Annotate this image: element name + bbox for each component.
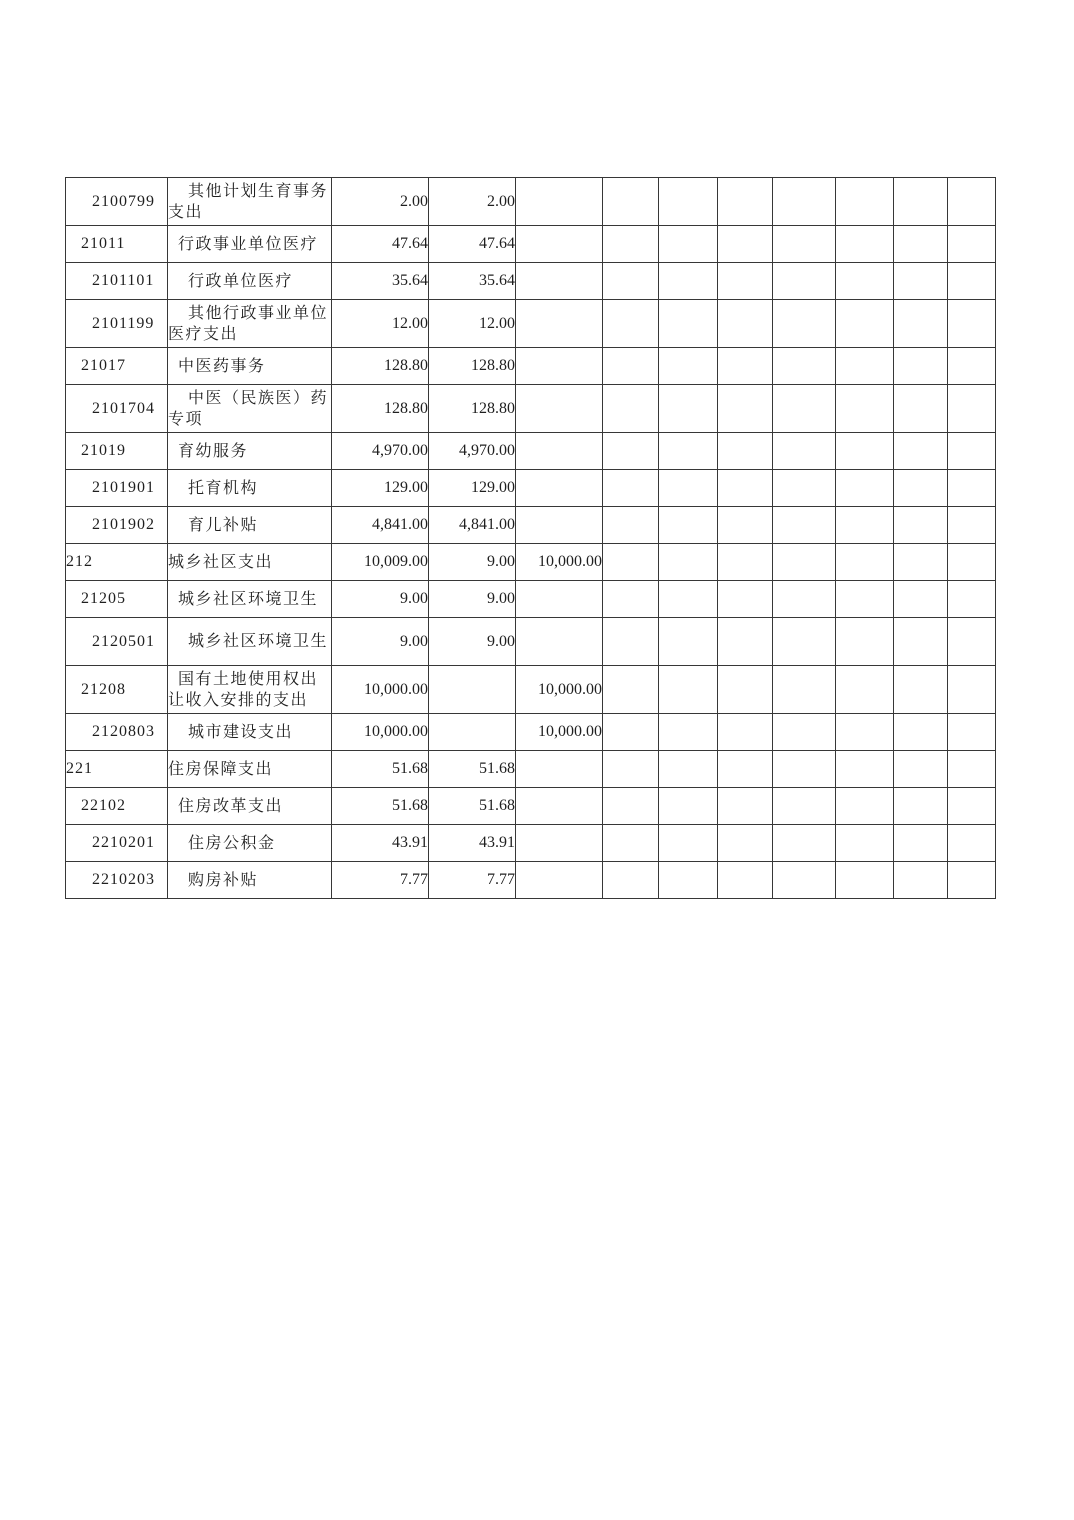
empty-cell [659, 825, 718, 862]
empty-cell [773, 263, 836, 300]
table-row [66, 788, 996, 825]
empty-cell [659, 666, 718, 714]
amount-cell: 4,841.00 [332, 507, 429, 544]
amount-cell [516, 470, 603, 507]
empty-cell [836, 433, 894, 470]
empty-cell [948, 178, 996, 226]
name-cell: 购房补贴 [168, 862, 332, 899]
amount-cell: 35.64 [429, 263, 516, 300]
amount-cell: 47.64 [332, 226, 429, 263]
code-cell: 2120803 [66, 714, 168, 751]
empty-cell [836, 825, 894, 862]
empty-cell [603, 666, 659, 714]
table-row [66, 470, 996, 507]
code-cell: 21011 [66, 226, 168, 263]
empty-cell [836, 263, 894, 300]
name-cell: 城乡社区环境卫生 [168, 618, 332, 666]
empty-cell [718, 788, 773, 825]
empty-cell [659, 581, 718, 618]
empty-cell [603, 544, 659, 581]
name-cell: 行政事业单位医疗 [168, 226, 332, 263]
empty-cell [773, 751, 836, 788]
table-row [66, 178, 996, 226]
empty-cell [773, 226, 836, 263]
empty-cell [603, 263, 659, 300]
empty-cell [836, 714, 894, 751]
amount-cell [516, 788, 603, 825]
empty-cell [773, 714, 836, 751]
empty-cell [718, 348, 773, 385]
amount-cell: 4,970.00 [429, 433, 516, 470]
amount-cell: 4,841.00 [429, 507, 516, 544]
empty-cell [948, 507, 996, 544]
amount-cell: 7.77 [429, 862, 516, 899]
amount-cell: 35.64 [332, 263, 429, 300]
empty-cell [603, 507, 659, 544]
empty-cell [773, 385, 836, 433]
empty-cell [718, 263, 773, 300]
empty-cell [773, 618, 836, 666]
table-row [66, 751, 996, 788]
empty-cell [659, 714, 718, 751]
amount-cell: 43.91 [332, 825, 429, 862]
empty-cell [603, 862, 659, 899]
code-cell: 22102 [66, 788, 168, 825]
amount-cell [516, 751, 603, 788]
empty-cell [948, 433, 996, 470]
table-row [66, 666, 996, 714]
table-row [66, 581, 996, 618]
empty-cell [603, 470, 659, 507]
empty-cell [948, 714, 996, 751]
empty-cell [603, 178, 659, 226]
empty-cell [894, 263, 948, 300]
empty-cell [773, 544, 836, 581]
code-cell: 2101902 [66, 507, 168, 544]
amount-cell: 10,000.00 [332, 714, 429, 751]
table-row [66, 544, 996, 581]
name-cell: 其他行政事业单位医疗支出 [168, 300, 332, 348]
empty-cell [894, 666, 948, 714]
code-cell: 2120501 [66, 618, 168, 666]
empty-cell [659, 751, 718, 788]
table-row [66, 263, 996, 300]
amount-cell: 129.00 [429, 470, 516, 507]
empty-cell [836, 544, 894, 581]
empty-cell [773, 581, 836, 618]
empty-cell [894, 618, 948, 666]
empty-cell [718, 226, 773, 263]
name-cell: 其他计划生育事务支出 [168, 178, 332, 226]
empty-cell [773, 862, 836, 899]
empty-cell [603, 226, 659, 263]
amount-cell [516, 263, 603, 300]
empty-cell [948, 300, 996, 348]
empty-cell [894, 507, 948, 544]
empty-cell [603, 618, 659, 666]
table-row [66, 618, 996, 666]
amount-cell [516, 433, 603, 470]
empty-cell [948, 862, 996, 899]
empty-cell [836, 751, 894, 788]
amount-cell [429, 714, 516, 751]
budget-table [65, 177, 996, 899]
name-cell: 中医药事务 [168, 348, 332, 385]
empty-cell [836, 226, 894, 263]
empty-cell [659, 433, 718, 470]
amount-cell: 128.80 [332, 348, 429, 385]
amount-cell [516, 348, 603, 385]
amount-cell: 51.68 [332, 751, 429, 788]
name-cell: 住房改革支出 [168, 788, 332, 825]
empty-cell [603, 433, 659, 470]
amount-cell: 10,000.00 [516, 544, 603, 581]
empty-cell [773, 348, 836, 385]
amount-cell: 9.00 [429, 544, 516, 581]
empty-cell [894, 581, 948, 618]
table-row [66, 714, 996, 751]
empty-cell [948, 470, 996, 507]
amount-cell: 128.80 [332, 385, 429, 433]
empty-cell [718, 714, 773, 751]
name-cell: 城市建设支出 [168, 714, 332, 751]
empty-cell [894, 300, 948, 348]
empty-cell [603, 751, 659, 788]
amount-cell: 10,000.00 [332, 666, 429, 714]
code-cell: 21208 [66, 666, 168, 714]
empty-cell [718, 666, 773, 714]
empty-cell [718, 385, 773, 433]
amount-cell: 9.00 [429, 581, 516, 618]
empty-cell [773, 788, 836, 825]
empty-cell [773, 666, 836, 714]
name-cell: 住房保障支出 [168, 751, 332, 788]
empty-cell [894, 178, 948, 226]
amount-cell: 51.68 [429, 788, 516, 825]
table-row [66, 226, 996, 263]
empty-cell [894, 862, 948, 899]
code-cell: 2101901 [66, 470, 168, 507]
empty-cell [603, 300, 659, 348]
empty-cell [894, 825, 948, 862]
name-cell: 住房公积金 [168, 825, 332, 862]
empty-cell [603, 825, 659, 862]
name-cell: 国有土地使用权出让收入安排的支出 [168, 666, 332, 714]
empty-cell [894, 751, 948, 788]
amount-cell: 128.80 [429, 385, 516, 433]
empty-cell [659, 226, 718, 263]
empty-cell [773, 470, 836, 507]
empty-cell [948, 263, 996, 300]
empty-cell [603, 385, 659, 433]
empty-cell [659, 300, 718, 348]
empty-cell [948, 788, 996, 825]
amount-cell [516, 178, 603, 226]
empty-cell [836, 385, 894, 433]
amount-cell: 51.68 [332, 788, 429, 825]
amount-cell: 4,970.00 [332, 433, 429, 470]
empty-cell [948, 544, 996, 581]
empty-cell [773, 825, 836, 862]
name-cell: 托育机构 [168, 470, 332, 507]
empty-cell [773, 507, 836, 544]
amount-cell: 10,000.00 [516, 714, 603, 751]
code-cell: 21019 [66, 433, 168, 470]
empty-cell [894, 348, 948, 385]
empty-cell [718, 581, 773, 618]
amount-cell: 12.00 [429, 300, 516, 348]
empty-cell [718, 300, 773, 348]
empty-cell [836, 618, 894, 666]
amount-cell [516, 862, 603, 899]
empty-cell [773, 300, 836, 348]
empty-cell [659, 788, 718, 825]
table-row [66, 507, 996, 544]
empty-cell [894, 226, 948, 263]
table-row [66, 348, 996, 385]
empty-cell [836, 300, 894, 348]
empty-cell [659, 470, 718, 507]
empty-cell [948, 348, 996, 385]
amount-cell [516, 226, 603, 263]
empty-cell [948, 825, 996, 862]
amount-cell [516, 385, 603, 433]
empty-cell [836, 178, 894, 226]
name-cell: 中医（民族医）药专项 [168, 385, 332, 433]
amount-cell: 129.00 [332, 470, 429, 507]
amount-cell: 10,009.00 [332, 544, 429, 581]
empty-cell [948, 618, 996, 666]
table-row [66, 433, 996, 470]
empty-cell [948, 751, 996, 788]
empty-cell [836, 507, 894, 544]
table-row [66, 385, 996, 433]
empty-cell [773, 178, 836, 226]
amount-cell [516, 618, 603, 666]
empty-cell [948, 226, 996, 263]
amount-cell: 43.91 [429, 825, 516, 862]
empty-cell [718, 862, 773, 899]
code-cell: 21205 [66, 581, 168, 618]
code-cell: 2101704 [66, 385, 168, 433]
empty-cell [894, 470, 948, 507]
empty-cell [659, 385, 718, 433]
empty-cell [718, 470, 773, 507]
code-cell: 2210203 [66, 862, 168, 899]
amount-cell: 9.00 [429, 618, 516, 666]
code-cell: 221 [66, 751, 168, 788]
empty-cell [659, 263, 718, 300]
amount-cell: 12.00 [332, 300, 429, 348]
name-cell: 城乡社区环境卫生 [168, 581, 332, 618]
amount-cell [516, 507, 603, 544]
code-cell: 212 [66, 544, 168, 581]
table-row [66, 862, 996, 899]
table-row [66, 825, 996, 862]
name-cell: 育幼服务 [168, 433, 332, 470]
empty-cell [659, 178, 718, 226]
amount-cell [429, 666, 516, 714]
table-row [66, 300, 996, 348]
empty-cell [718, 507, 773, 544]
empty-cell [836, 666, 894, 714]
amount-cell: 10,000.00 [516, 666, 603, 714]
amount-cell: 7.77 [332, 862, 429, 899]
empty-cell [718, 825, 773, 862]
amount-cell: 2.00 [332, 178, 429, 226]
code-cell: 2101101 [66, 263, 168, 300]
empty-cell [836, 862, 894, 899]
empty-cell [659, 544, 718, 581]
empty-cell [836, 581, 894, 618]
empty-cell [836, 470, 894, 507]
empty-cell [948, 666, 996, 714]
amount-cell [516, 825, 603, 862]
amount-cell: 47.64 [429, 226, 516, 263]
empty-cell [659, 507, 718, 544]
empty-cell [894, 714, 948, 751]
empty-cell [948, 581, 996, 618]
empty-cell [894, 544, 948, 581]
empty-cell [718, 178, 773, 226]
empty-cell [718, 751, 773, 788]
empty-cell [836, 348, 894, 385]
empty-cell [603, 581, 659, 618]
name-cell: 育儿补贴 [168, 507, 332, 544]
name-cell: 城乡社区支出 [168, 544, 332, 581]
amount-cell: 128.80 [429, 348, 516, 385]
empty-cell [718, 544, 773, 581]
empty-cell [836, 788, 894, 825]
empty-cell [603, 788, 659, 825]
empty-cell [894, 788, 948, 825]
amount-cell [516, 581, 603, 618]
empty-cell [659, 862, 718, 899]
code-cell: 2101199 [66, 300, 168, 348]
empty-cell [948, 385, 996, 433]
amount-cell: 9.00 [332, 581, 429, 618]
amount-cell [516, 300, 603, 348]
empty-cell [894, 433, 948, 470]
empty-cell [603, 714, 659, 751]
empty-cell [659, 348, 718, 385]
name-cell: 行政单位医疗 [168, 263, 332, 300]
amount-cell: 2.00 [429, 178, 516, 226]
empty-cell [718, 618, 773, 666]
code-cell: 2210201 [66, 825, 168, 862]
empty-cell [603, 348, 659, 385]
code-cell: 2100799 [66, 178, 168, 226]
code-cell: 21017 [66, 348, 168, 385]
amount-cell: 9.00 [332, 618, 429, 666]
empty-cell [659, 618, 718, 666]
empty-cell [894, 385, 948, 433]
amount-cell: 51.68 [429, 751, 516, 788]
empty-cell [773, 433, 836, 470]
budget-table-body [66, 178, 996, 899]
empty-cell [718, 433, 773, 470]
